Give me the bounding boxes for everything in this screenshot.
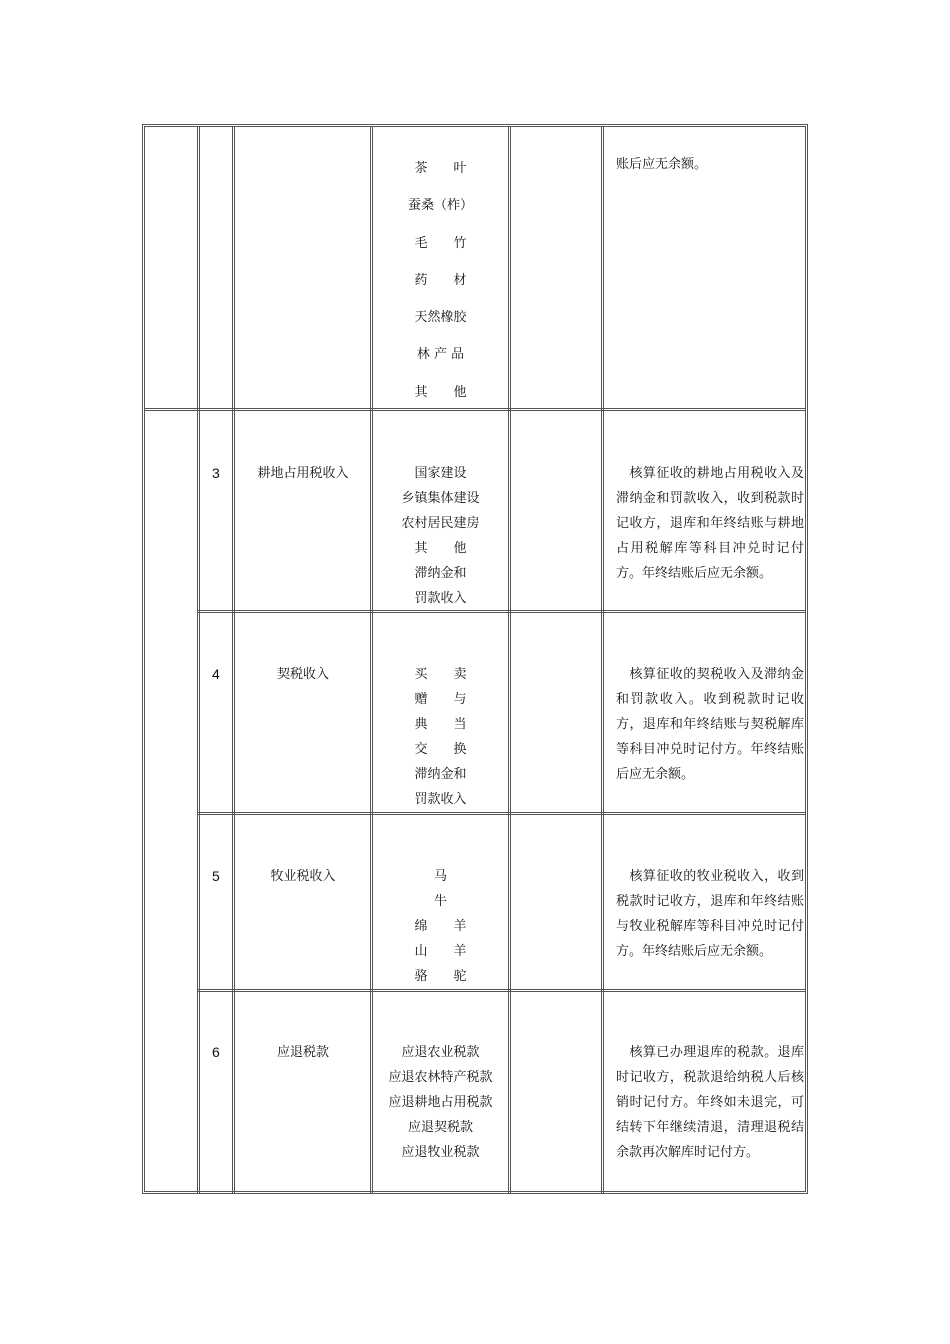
- column-divider: [601, 126, 604, 1193]
- list-item: 其 他: [414, 384, 467, 400]
- row-description: 核算征收的耕地占用税收入及滞纳金和罚款收入，收到税款时记收方，退库和年终结账与耕地占用税解库等科目冲兑时记付方。年终结账后应无余额。: [616, 466, 804, 581]
- row-account-name: 牧业税收入: [270, 869, 336, 884]
- row-account-name: 契税收入: [276, 667, 329, 682]
- list-item: 毛 竹: [414, 235, 467, 251]
- list-item: 应退耕地占用税款: [388, 1095, 493, 1110]
- row-number: 6: [212, 1044, 220, 1060]
- list-item: 绵 羊: [414, 919, 467, 934]
- list-item: 典 当: [414, 717, 467, 732]
- list-item: 罚款收入: [414, 591, 467, 606]
- list-item: 其 他: [414, 541, 467, 556]
- row-items: [373, 461, 508, 611]
- row-description: 核算征收的契税收入及滞纳金和罚款收入。收到税款时记收方，退库和年终结账与契税解库等科目冲兑时记付方。年终结账后应无余额。: [616, 667, 804, 782]
- row-account-name: 应退税款: [276, 1045, 329, 1060]
- list-item: 罚款收入: [414, 792, 467, 807]
- row-items: [373, 864, 508, 989]
- list-item: 应退农业税款: [401, 1045, 480, 1060]
- list-item: 应退农林特产税款: [388, 1070, 493, 1085]
- row-description: 核算已办理退库的税款。退库时记收方，税款退给纳税人后核销时记付方。年终如未退完，可结转下年继续清退，清理退税结余款再次解库时记付方。: [616, 1045, 804, 1160]
- row-items: [373, 662, 508, 812]
- row-number: 4: [212, 666, 220, 682]
- column-divider: [508, 126, 511, 1193]
- list-item: 林 产 品: [416, 347, 465, 363]
- row-divider: [197, 989, 806, 992]
- list-item: 应退契税款: [407, 1120, 473, 1135]
- row-description: 核算征收的牧业税收入，收到税款时记收方，退库和年终结账与牧业税解库等科目冲兑时记付方。年终结账后应无余额。: [616, 869, 804, 959]
- row-number: 5: [212, 868, 220, 884]
- list-item: 牛: [433, 894, 447, 909]
- list-item: 山 羊: [414, 944, 467, 959]
- list-item: 买 卖: [414, 667, 467, 682]
- list-item: 药 材: [414, 272, 467, 288]
- list-item: 天然橡胶: [414, 310, 467, 326]
- row-account-name: 耕地占用税收入: [257, 466, 349, 481]
- list-item: 骆 驼: [414, 969, 467, 984]
- row-divider: [197, 812, 806, 815]
- list-item: 国家建设: [414, 466, 467, 481]
- list-item: 滞纳金和: [414, 767, 467, 782]
- first-block-description: 账后应无余额。: [616, 157, 708, 172]
- list-item: 乡镇集体建设: [401, 491, 480, 506]
- column-divider: [232, 126, 235, 1193]
- first-block-items: [373, 150, 508, 411]
- row-items: [373, 1040, 508, 1165]
- list-item: 蚕桑（柞）: [407, 198, 473, 214]
- list-item: 交 换: [414, 742, 467, 757]
- list-item: 赠 与: [414, 692, 467, 707]
- row-number: 3: [212, 465, 220, 481]
- list-item: 茶 叶: [414, 161, 467, 176]
- list-item: 应退牧业税款: [401, 1145, 480, 1160]
- column-divider: [197, 126, 200, 1193]
- list-item: 马: [433, 869, 447, 884]
- list-item: 滞纳金和: [414, 566, 467, 581]
- list-item: 农村居民建房: [401, 516, 480, 531]
